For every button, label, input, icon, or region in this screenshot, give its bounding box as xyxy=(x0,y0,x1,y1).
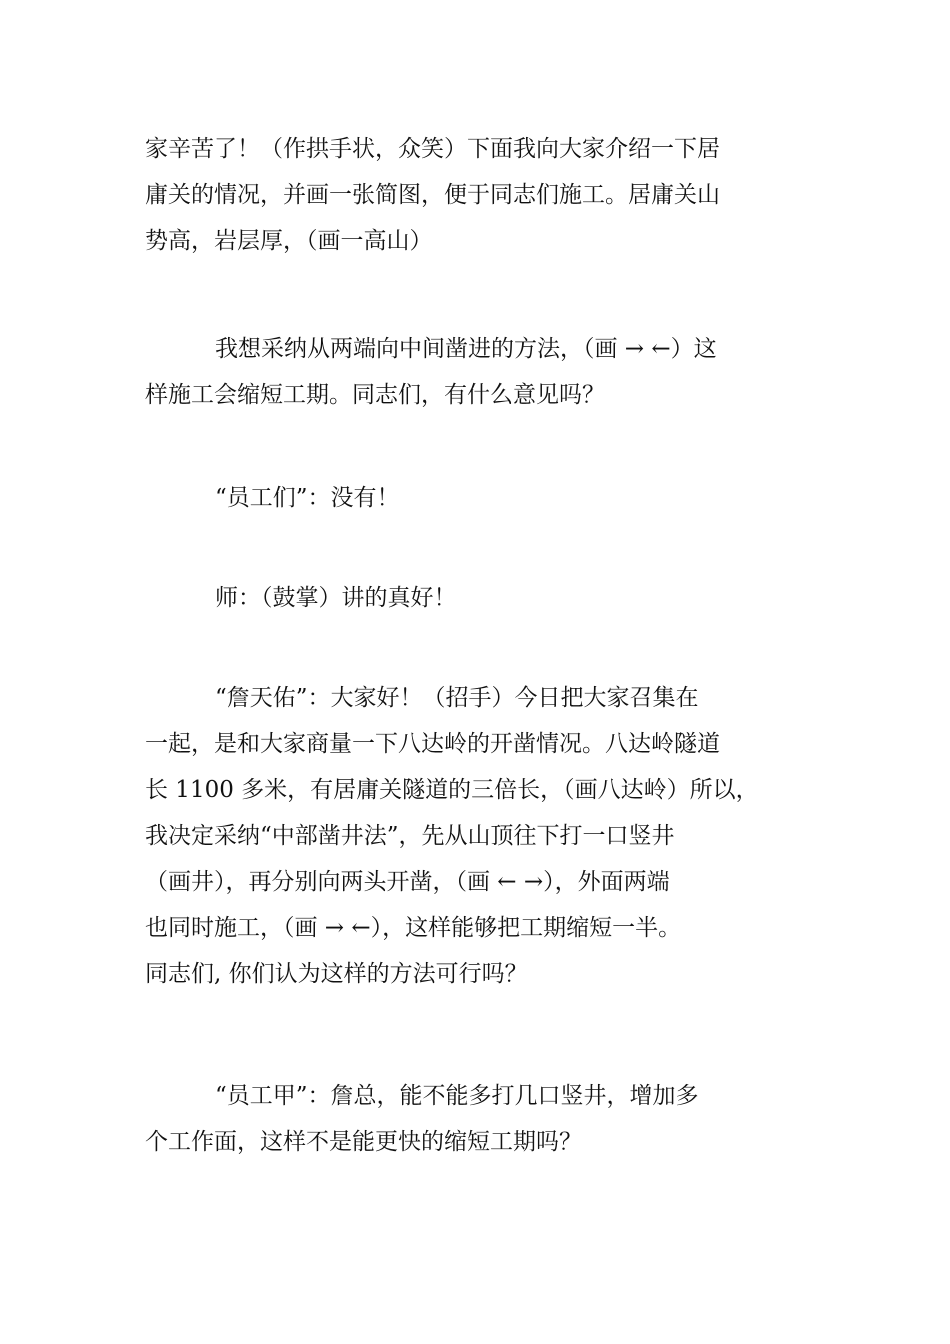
paragraph-5-line-3: 长 1100 多米，有居庸关隧道的三倍长，（画八达岭）所以， xyxy=(145,777,759,803)
paragraph-2 xyxy=(145,326,810,418)
paragraph-3-line-1: “员工们”：没有！ xyxy=(215,485,400,511)
paragraph-5-line-5: （画井），再分别向两头开凿，（画 ← →），外面两端 xyxy=(145,869,670,895)
paragraph-5-line-1: “詹天佑”：大家好！（招手）今日把大家召集在 xyxy=(215,685,699,711)
paragraph-2-line-2: 样施工会缩短工期。同志们，有什么意见吗？ xyxy=(145,382,605,408)
paragraph-1-line-1: 家辛苦了！（作拱手状，众笑）下面我向大家介绍一下居 xyxy=(145,136,720,162)
paragraph-5-line-2: 一起，是和大家商量一下八达岭的开凿情况。八达岭隧道 xyxy=(145,731,720,757)
paragraph-5-line-7: 同志们, 你们认为这样的方法可行吗？ xyxy=(145,961,528,987)
paragraph-1-line-2: 庸关的情况，并画一张简图，便于同志们施工。居庸关山 xyxy=(145,182,720,208)
paragraph-1 xyxy=(145,126,810,264)
paragraph-2-line-1: 我想采纳从两端向中间凿进的方法，（画 → ←）这 xyxy=(215,336,717,362)
paragraph-6 xyxy=(145,1073,810,1165)
paragraph-1-line-3: 势高，岩层厚，（画一高山） xyxy=(145,228,433,254)
paragraph-5-line-4: 我决定采纳“中部凿井法”，先从山顶往下打一口竖井 xyxy=(145,823,675,849)
paragraph-4-line-1: 师：（鼓掌）讲的真好！ xyxy=(215,585,457,611)
paragraph-3 xyxy=(145,475,810,521)
paragraph-5 xyxy=(145,675,810,997)
paragraph-6-line-2: 个工作面，这样不是能更快的缩短工期吗？ xyxy=(145,1129,582,1155)
paragraph-6-line-1: “员工甲”：詹总，能不能多打几口竖井，增加多 xyxy=(215,1083,699,1109)
paragraph-4 xyxy=(145,575,810,621)
paragraph-5-line-6: 也同时施工，（画 → ←），这样能够把工期缩短一半。 xyxy=(145,915,682,941)
